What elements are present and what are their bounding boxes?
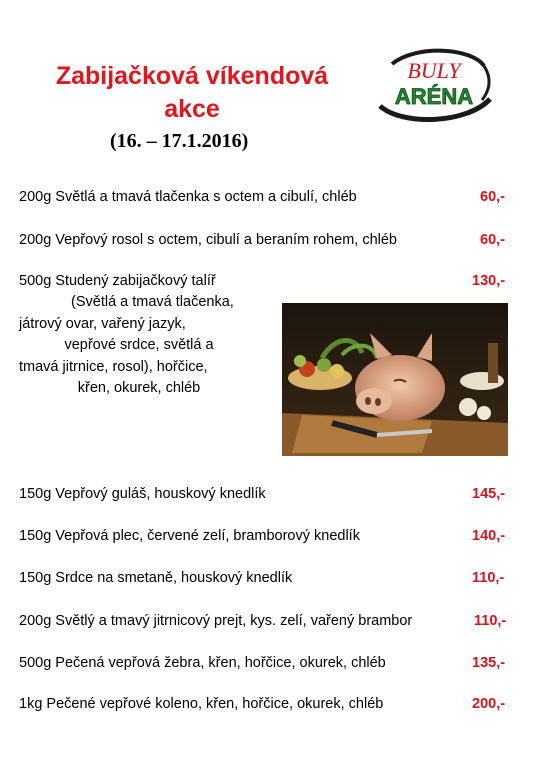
menu-price: 60,-: [480, 189, 505, 205]
logo-text-top: BULY: [407, 58, 461, 83]
platter-line: vepřové srdce, světlá a: [64, 337, 214, 353]
menu-item: 150g Srdce na smetaně, houskový knedlík: [19, 570, 293, 586]
menu-price: 135,-: [472, 655, 506, 671]
platter-line: křen, okurek, chléb: [77, 380, 201, 396]
platter-line: tmavá jitrnice, rosol), hořčice,: [19, 358, 208, 375]
menu-price: 130,-: [472, 273, 506, 289]
logo-text-bottom: ARÉNA: [394, 84, 474, 109]
menu-item: 500g Studený zabijačkový talíř: [19, 273, 216, 289]
platter-description: [19, 292, 259, 400]
menu-price: 110,-: [474, 613, 507, 629]
menu-item: 200g Vepřový rosol s octem, cibulí a beraním rohem, chléb: [19, 232, 397, 248]
buly-arena-logo: [372, 44, 498, 128]
menu-item: 200g Světlý a tmavý jitrnicový prejt, kys. zelí, vařený brambor: [19, 613, 413, 629]
menu-price: 140,-: [472, 528, 506, 544]
menu-price: 200,-: [472, 696, 506, 712]
platter-line: (Světlá a tmavá tlačenka,: [71, 294, 234, 310]
platter-line: játrový ovar, vařený jazyk,: [19, 315, 186, 332]
menu-price: 110,-: [472, 570, 505, 586]
menu-price: 145,-: [472, 486, 506, 502]
menu-item: 200g Světlá a tmavá tlačenka s octem a cibulí, chléb: [19, 189, 357, 205]
pig-head-photo: [282, 303, 508, 456]
page-title: Zabijačková víkendová: [55, 62, 329, 90]
page-title-line2: akce: [164, 95, 220, 123]
menu-item: 1kg Pečené vepřové koleno, křen, hořčice, okurek, chléb: [19, 696, 384, 712]
event-dates: (16. – 17.1.2016): [110, 130, 249, 152]
menu-item: 150g Vepřová plec, červené zelí, bramborový knedlík: [19, 528, 360, 544]
menu-item: 500g Pečená vepřová žebra, křen, hořčice, okurek, chléb: [19, 655, 386, 671]
menu-price: 60,-: [480, 232, 505, 248]
menu-item: 150g Vepřový guláš, houskový knedlík: [19, 486, 266, 502]
